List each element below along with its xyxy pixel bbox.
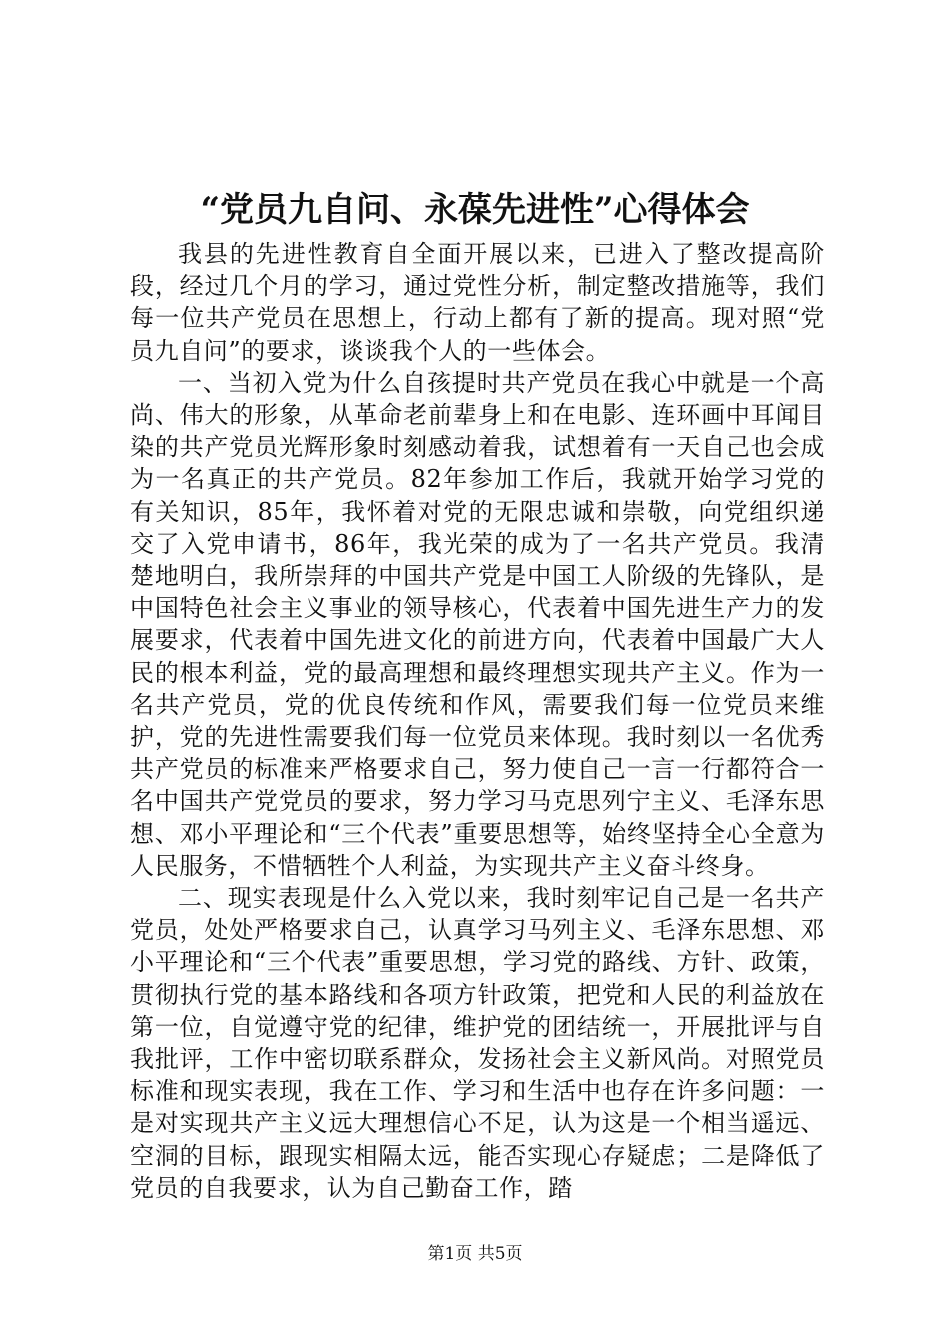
paragraph-intro: 我县的先进性教育自全面开展以来，已进入了整改提高阶段，经过几个月的学习，通过党性分析，制定整改措施等，我们每一位共产党员在思想上，行动上都有了新的提高。现对照“党员九自问”的要求，谈谈我个人的一些体会。 — [130, 240, 825, 365]
paragraph-section-two: 二、现实表现是什么入党以来，我时刻牢记自己是一名共产党员，处处严格要求自己，认真学习马列主义、毛泽东思想、邓小平理论和“三个代表”重要思想，学习党的路线、方针、政策，贯彻执行党的基本路线和各项方针政策，把党和人民的利益放在第一位，自觉遵守党的纪律，维护党的团结统一，开展批评与自我批评，工作中密切联系群众，发扬社会主义新风尚。对照党员标准和现实表现，我在工作、学习和生活中也存在许多问题：一是对实现共产主义远大理想信心不足，认为这是一个相当遥远、空洞的目标，跟现实相隔太远，能否实现心存疑虑；二是降低了党员的自我要求，认为自己勤奋工作，踏 — [130, 884, 825, 1202]
paragraph-section-one: 一、当初入党为什么自孩提时共产党员在我心中就是一个高尚、伟大的形象，从革命老前辈身上和在电影、连环画中耳闻目染的共产党员光辉形象时刻感动着我，试想着有一天自己也会成为一名真正的共产党员。82年参加工作后，我就开始学习党的有关知识，85年，我怀着对党的无限忠诚和崇敬，向党组织递交了入党申请书，86年，我光荣的成为了一名共产党员。我清楚地明白，我所崇拜的中国共产党是中国工人阶级的先锋队，是中国特色社会主义事业的领导核心，代表着中国先进生产力的发展要求，代表着中国先进文化的前进方向，代表着中国最广大人民的根本利益，党的最高理想和最终理想实现共产主义。作为一名共产党员，党的优良传统和作风，需要我们每一位党员来维护，党的先进性需要我们每一位党员来体现。我时刻以一名优秀共产党员的标准来严格要求自己，努力使自己一言一行都符合一名中国共产党党员的要求，努力学习马克思列宁主义、毛泽东思想、邓小平理论和“三个代表”重要思想等，始终坚持全心全意为人民服务，不惜牺牲个人利益，为实现共产主义奋斗终身。 — [130, 368, 825, 880]
page-footer: 第1页 共5页 — [427, 1244, 523, 1264]
document-title: “党员九自问、永葆先进性”心得体会 — [200, 190, 750, 230]
document-body — [130, 238, 825, 1204]
